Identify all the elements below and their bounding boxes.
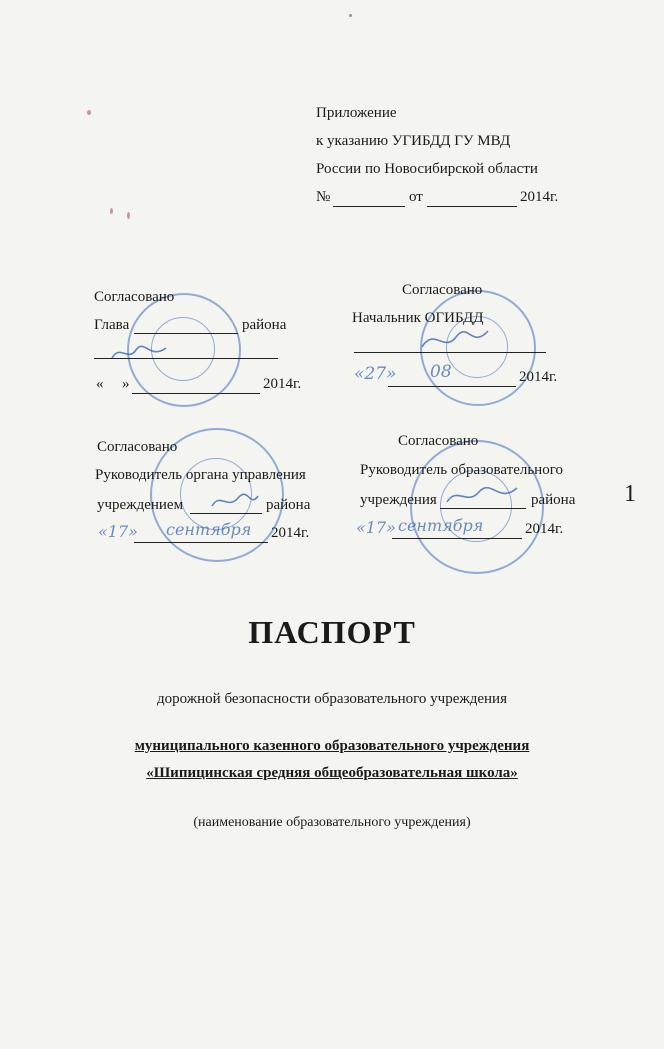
date-blank (388, 386, 516, 387)
handwritten-day: «17» (356, 518, 396, 537)
position-label: Руководитель органа управления (95, 467, 306, 483)
quote-open: « (96, 376, 104, 392)
district-label: района (531, 492, 576, 508)
org-name-line: «Шипицинская средняя общеобразовательная школа» (146, 765, 518, 781)
org-name-line: муниципального казенного образовательного учреждения (134, 738, 530, 754)
date-blank (392, 538, 522, 539)
year-label: 2014г. (263, 376, 302, 392)
document-title: ПАСПОРТ (248, 614, 416, 650)
agreed-label: Согласовано (97, 439, 178, 455)
name-blank (190, 513, 262, 514)
position-label: Глава (94, 317, 130, 333)
name-blank (134, 333, 238, 334)
appendix-line: России по Новосибирской области (316, 161, 538, 177)
position-label: учреждения (360, 492, 437, 508)
stray-mark (349, 14, 352, 17)
page-number: 1 (624, 481, 636, 507)
position-label: учреждением (97, 497, 184, 513)
agreed-label: Согласовано (398, 433, 479, 449)
year-label: 2014г. (519, 369, 558, 385)
district-label: района (266, 497, 311, 513)
handwritten-day: «27» (354, 364, 397, 384)
appendix-from-label: от (409, 189, 423, 205)
agreed-label: Согласовано (94, 289, 175, 305)
stray-mark (110, 208, 113, 214)
appendix-line: к указанию УГИБДД ГУ МВД (316, 133, 511, 149)
stray-mark (87, 110, 91, 115)
name-blank (440, 508, 526, 509)
handwritten-month: сентября (398, 516, 484, 535)
org-caption: (наименование образовательного учреждения) (193, 815, 471, 830)
position-label: Руководитель образовательного (360, 462, 563, 478)
year-label: 2014г. (525, 521, 564, 537)
handwritten-day: «17» (98, 522, 138, 541)
appendix-title: Приложение (316, 105, 397, 121)
date-blank (134, 542, 268, 543)
signature (110, 340, 170, 364)
appendix-number-label: № (316, 189, 331, 205)
date-blank (132, 393, 260, 394)
document-subtitle: дорожной безопасности образовательного учреждения (157, 691, 507, 707)
signature (420, 325, 490, 355)
agreed-label: Согласовано (402, 282, 483, 298)
appendix-year: 2014г. (520, 189, 559, 205)
quote-close: » (122, 376, 130, 392)
position-label: Начальник ОГИБДД (352, 310, 484, 326)
date-blank (427, 206, 517, 207)
handwritten-month: сентября (166, 520, 252, 539)
district-label: района (242, 317, 287, 333)
handwritten-month: 08 (430, 362, 452, 382)
signature (445, 482, 520, 508)
signature (210, 490, 260, 512)
number-blank (333, 206, 405, 207)
year-label: 2014г. (271, 525, 310, 541)
stray-mark (127, 212, 130, 219)
